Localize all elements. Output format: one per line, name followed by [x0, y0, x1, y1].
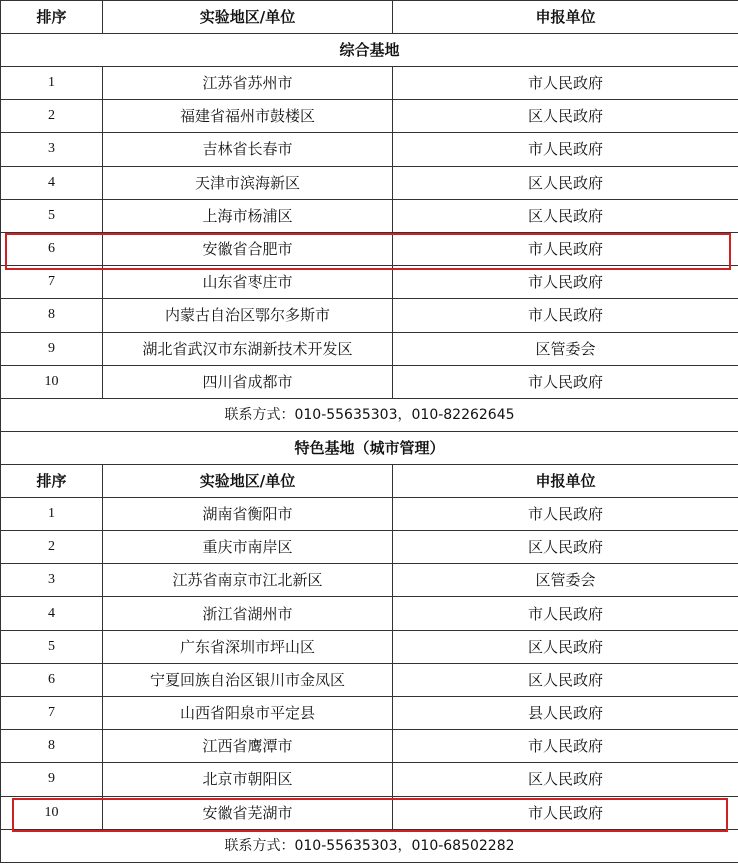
table-row [1, 531, 738, 564]
applicant-cell: 市人民政府 [393, 597, 738, 630]
rank-cell: 5 [1, 199, 103, 232]
applicant-cell: 区人民政府 [393, 763, 738, 796]
rank-cell: 8 [1, 299, 103, 332]
region-cell: 山东省枣庄市 [103, 266, 393, 299]
rank-cell: 3 [1, 564, 103, 597]
contact-info-section2: 联系方式：010-55635303，010-68502282 [1, 829, 738, 862]
region-cell: 山西省阳泉市平定县 [103, 697, 393, 730]
rank-cell: 8 [1, 730, 103, 763]
table-row [1, 266, 738, 299]
applicant-cell: 市人民政府 [393, 497, 738, 530]
section-title-featured: 特色基地（城市管理） [1, 431, 738, 464]
header-region: 实验地区/单位 [103, 1, 393, 34]
rank-cell: 4 [1, 166, 103, 199]
applicant-cell: 市人民政府 [393, 365, 738, 398]
region-cell: 广东省深圳市坪山区 [103, 630, 393, 663]
region-cell: 上海市杨浦区 [103, 199, 393, 232]
table-row [1, 199, 738, 232]
region-cell: 江苏省南京市江北新区 [103, 564, 393, 597]
contact-info-section1: 联系方式：010-55635303，010-82262645 [1, 398, 738, 431]
table-row [1, 630, 738, 663]
region-cell: 内蒙古自治区鄂尔多斯市 [103, 299, 393, 332]
table-row [1, 763, 738, 796]
section2-rows [1, 497, 738, 829]
rank-cell: 6 [1, 232, 103, 265]
region-cell: 安徽省芜湖市 [103, 796, 393, 829]
applicant-cell: 区管委会 [393, 564, 738, 597]
table-row [1, 697, 738, 730]
region-cell: 江苏省苏州市 [103, 67, 393, 100]
region-cell: 安徽省合肥市 [103, 232, 393, 265]
region-cell: 天津市滨海新区 [103, 166, 393, 199]
applicant-cell: 市人民政府 [393, 133, 738, 166]
region-cell: 浙江省湖州市 [103, 597, 393, 630]
applicant-cell: 市人民政府 [393, 796, 738, 829]
region-cell: 吉林省长春市 [103, 133, 393, 166]
rank-cell: 7 [1, 697, 103, 730]
rank-cell: 1 [1, 497, 103, 530]
table-row [1, 597, 738, 630]
table-row [1, 497, 738, 530]
rank-cell: 7 [1, 266, 103, 299]
rank-cell: 5 [1, 630, 103, 663]
table-row [1, 232, 738, 265]
table-row [1, 564, 738, 597]
applicant-cell: 区人民政府 [393, 630, 738, 663]
header-rank: 排序 [1, 464, 103, 497]
rank-cell: 6 [1, 663, 103, 696]
rank-cell: 9 [1, 763, 103, 796]
header-rank: 排序 [1, 1, 103, 34]
region-cell: 北京市朝阳区 [103, 763, 393, 796]
rank-cell: 4 [1, 597, 103, 630]
header-applicant: 申报单位 [393, 464, 738, 497]
table-header-row [1, 1, 738, 34]
table-row [1, 166, 738, 199]
header-region: 实验地区/单位 [103, 464, 393, 497]
table-row [1, 299, 738, 332]
applicant-cell: 市人民政府 [393, 232, 738, 265]
applicant-cell: 区人民政府 [393, 100, 738, 133]
region-cell: 福建省福州市鼓楼区 [103, 100, 393, 133]
applicant-cell: 县人民政府 [393, 697, 738, 730]
region-cell: 宁夏回族自治区银川市金凤区 [103, 663, 393, 696]
region-cell: 湖南省衡阳市 [103, 497, 393, 530]
section-title-row [1, 431, 738, 464]
table-row [1, 730, 738, 763]
region-cell: 四川省成都市 [103, 365, 393, 398]
table-row [1, 663, 738, 696]
table-row [1, 365, 738, 398]
rank-cell: 2 [1, 100, 103, 133]
table-row [1, 67, 738, 100]
table-row [1, 796, 738, 829]
rank-cell: 1 [1, 67, 103, 100]
table-row [1, 100, 738, 133]
contact-row [1, 398, 738, 431]
section1-rows [1, 67, 738, 399]
rank-cell: 10 [1, 796, 103, 829]
contact-row [1, 829, 738, 862]
table-row [1, 332, 738, 365]
applicant-cell: 区人民政府 [393, 663, 738, 696]
table-row [1, 133, 738, 166]
rank-cell: 10 [1, 365, 103, 398]
section-title-row [1, 34, 738, 67]
header-applicant: 申报单位 [393, 1, 738, 34]
section-title-comprehensive: 综合基地 [1, 34, 738, 67]
applicant-cell: 区人民政府 [393, 166, 738, 199]
rank-cell: 3 [1, 133, 103, 166]
applicant-cell: 区人民政府 [393, 199, 738, 232]
region-cell: 湖北省武汉市东湖新技术开发区 [103, 332, 393, 365]
region-cell: 重庆市南岸区 [103, 531, 393, 564]
applicant-cell: 市人民政府 [393, 299, 738, 332]
applicant-cell: 市人民政府 [393, 67, 738, 100]
applicant-cell: 市人民政府 [393, 730, 738, 763]
region-cell: 江西省鹰潭市 [103, 730, 393, 763]
applicant-cell: 区人民政府 [393, 531, 738, 564]
applicant-cell: 市人民政府 [393, 266, 738, 299]
rank-cell: 9 [1, 332, 103, 365]
rank-cell: 2 [1, 531, 103, 564]
applicant-cell: 区管委会 [393, 332, 738, 365]
table-header-row [1, 464, 738, 497]
